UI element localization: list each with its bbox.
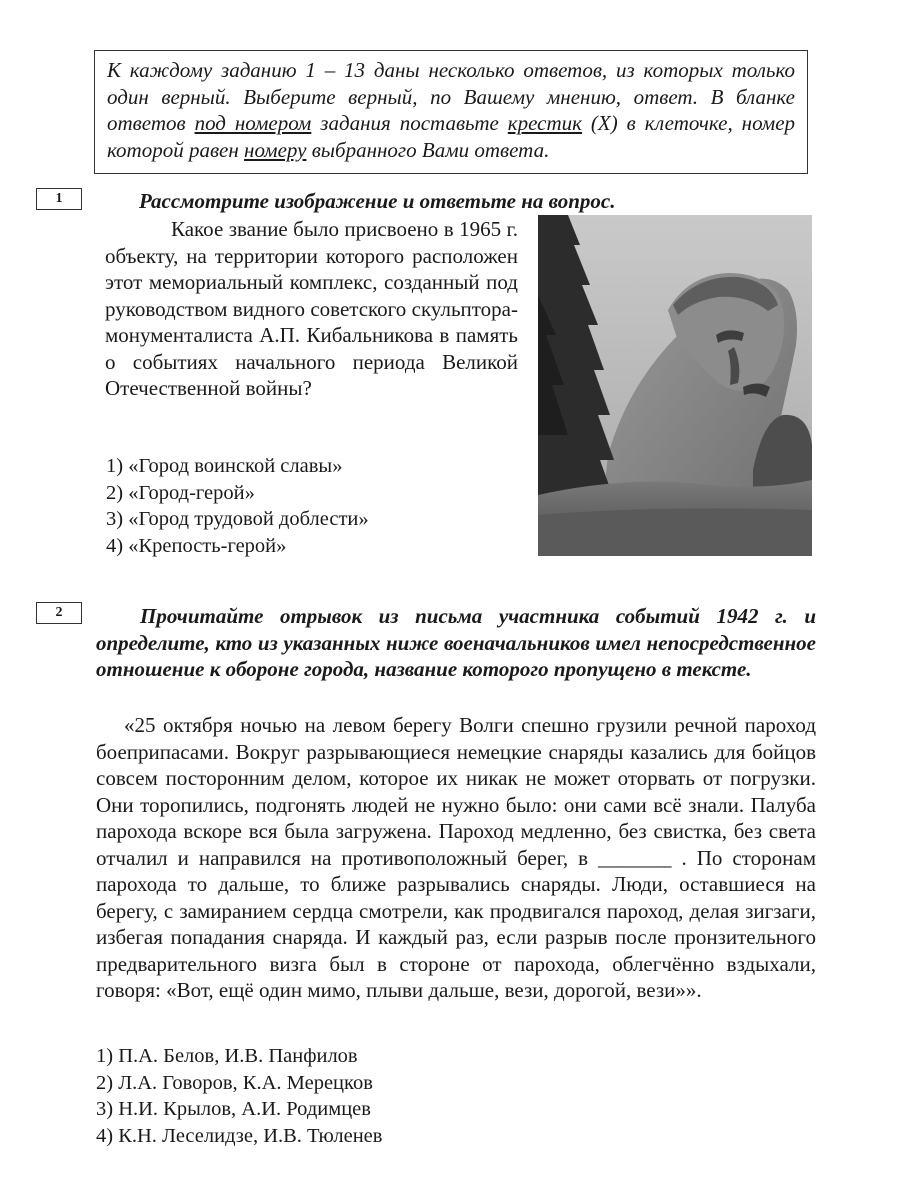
question-1-options xyxy=(106,453,369,559)
question-1-option-1[interactable]: 1) «Город воинской славы» xyxy=(106,455,343,477)
instructions-text-1: К каждому заданию 1 – 13 даны несколько ответов, из которых только один верный. Выберите верный, по Вашему мнению, ответ. В бланке ответов xyxy=(107,58,795,135)
memorial-photo-image xyxy=(538,215,812,556)
question-2-option-3[interactable]: 3) Н.И. Крылов, А.И. Родимцев xyxy=(96,1098,371,1120)
question-1-number-box: 1 xyxy=(36,188,82,210)
instructions-text-2: задания поставьте xyxy=(311,111,508,135)
question-1-heading: Рассмотрите изображение и ответьте на вопрос. xyxy=(139,189,616,213)
question-1-option-2[interactable]: 2) «Город-герой» xyxy=(106,481,255,504)
instructions-underline-answer-number: номеру xyxy=(244,137,307,162)
question-2-option-4[interactable]: 4) К.Н. Леселидзе, И.В. Тюленев xyxy=(96,1124,383,1147)
instructions-underline-number: под номером xyxy=(194,111,312,135)
question-2-options xyxy=(96,1043,382,1149)
question-2-number-box: 2 xyxy=(36,602,82,624)
question-1-option-3[interactable]: 3) «Город трудовой доблести» xyxy=(106,508,369,530)
instructions-underline-cross: крестик xyxy=(507,111,582,135)
question-2-option-1[interactable]: 1) П.А. Белов, И.В. Панфилов xyxy=(96,1045,358,1067)
question-2-option-2[interactable]: 2) Л.А. Говоров, К.А. Мерецков xyxy=(96,1071,373,1094)
question-2-passage: «25 октября ночью на левом берегу Волги спешно грузили речной пароход боеприпасами. Вокруг разрывающиеся немецкие снаряды казались для бойцов совсем посторонним делом, которое их никак не может оторвать от погрузки. Они торопились, подгонять людей не нужно было: они сами всё знали. Палуба парохода вскоре вся была загружена. Пароход медленно, без свистка, без света отчалил и направился на противоположный берег, в _______ . По сторонам парохода то дальше, то ближе разрывались снаряды. Люди, оставшиеся на берегу, с замиранием сердца смотрели, как продвигался пароход, делая зигзаги, избегая попадания снаряда. И каждый раз, если разрыв после пронзительного предварительного визга был в стороне от парохода, облегчённо вздыхали, говоря: «Вот, ещё один мимо, плыви дальше, вези, дорогой, вези»». xyxy=(96,713,816,1002)
question-2-heading: Прочитайте отрывок из письма участника событий 1942 г. и определите, кто из указанных ниже военачальников имел непосредственное отношение к обороне города, название которого пропущено в тексте. xyxy=(96,604,816,681)
instructions-text-3: (Х) в клеточке, номер которой равен xyxy=(107,111,796,162)
instructions-box xyxy=(94,50,808,174)
question-1-option-4[interactable]: 4) «Крепость-герой» xyxy=(106,534,287,557)
question-1-text: Какое звание было присвоено в 1965 г. объекту, на территории которого расположен этот мемориальный комплекс, созданный под руководством видного советского скульптора-монументалиста А.П. Кибальникова в память о событиях начального периода Великой Отечественной войны? xyxy=(105,217,518,400)
memorial-photo xyxy=(538,215,812,556)
instructions-text-4: выбранного Вами ответа. xyxy=(306,137,550,162)
